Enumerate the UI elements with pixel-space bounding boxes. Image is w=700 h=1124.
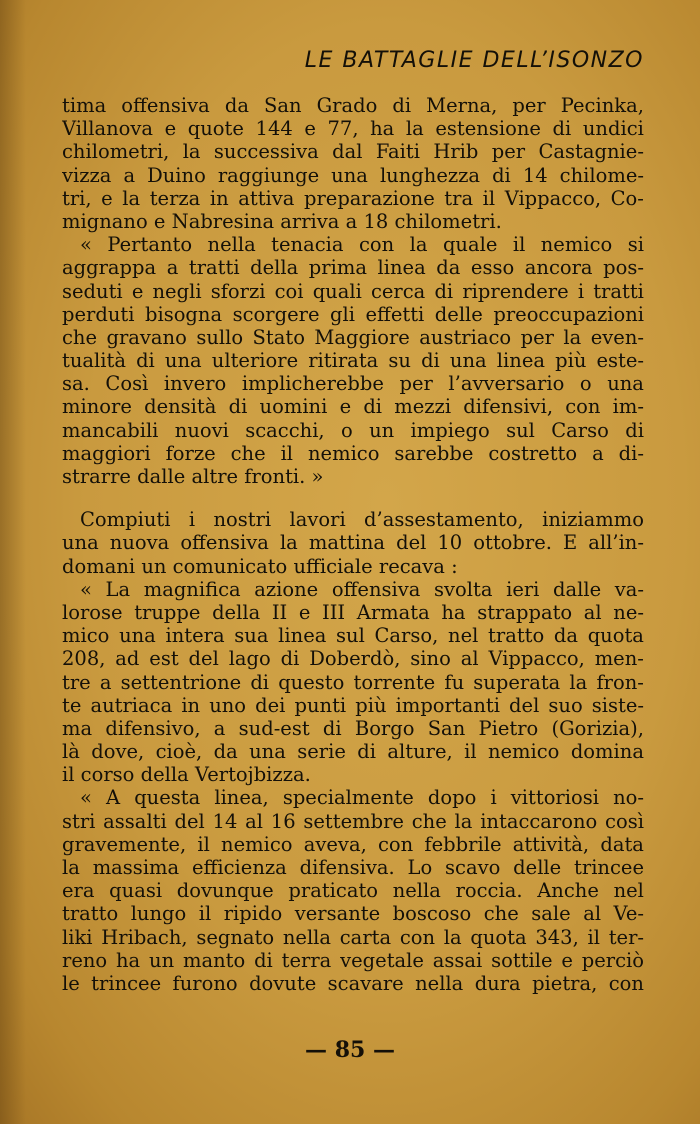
text-line: tre a settentrione di questo torrente fu superata la fron- (62, 670, 644, 694)
text-line: tri, e la terza in attiva preparazione tra il Vippacco, Co- (62, 186, 644, 210)
text-line: mico una intera sua linea sul Carso, nel tratto da quota (62, 624, 644, 648)
text-line: la massima efficienza difensiva. Lo scavo delle trincee (62, 856, 644, 879)
text-line: il corso della Vertojbizza. (62, 763, 311, 787)
text-line: una nuova offensiva la mattina del 10 ottobre. E all’in- (62, 531, 644, 555)
paragraph (62, 786, 644, 995)
text-line: tima offensiva da San Grado di Merna, per Pecinka, (62, 94, 644, 117)
paragraph (62, 233, 644, 488)
section-gap (62, 488, 644, 508)
text-line: chilometri, la successiva dal Faiti Hrib per Castagnie- (62, 140, 644, 164)
text-line: seduti e negli sforzi coi quali cerca di riprendere i tratti (62, 279, 644, 303)
text-line: minore densità di uomini e di mezzi difensivi, con im- (62, 395, 644, 419)
text-line: te autriaca in uno dei punti più importanti del suo siste- (62, 693, 644, 717)
body-text (62, 94, 644, 995)
text-line: maggiori forze che il nemico sarebbe costretto a di- (62, 441, 644, 465)
text-line: che gravano sullo Stato Maggiore austriaco per la even- (62, 325, 644, 349)
text-line: le trincee furono dovute scavare nella dura pietra, con (62, 971, 644, 995)
text-line: vizza a Duino raggiunge una lunghezza di 14 chilome- (62, 163, 644, 187)
running-head: LE BATTAGLIE DELL’ISONZO (304, 48, 644, 73)
text-line: « La magnifica azione offensiva svolta ieri dalle va- (80, 577, 644, 601)
text-line: là dove, cioè, da una serie di alture, il nemico domina (62, 740, 644, 764)
text-line: stri assalti del 14 al 16 settembre che la intaccarono così (62, 809, 644, 833)
text-line: strarre dalle altre fronti. » (62, 465, 324, 488)
text-line: aggrappa a tratti della prima linea da esso ancora pos- (62, 256, 644, 280)
text-line: Compiuti i nostri lavori d’assestamento, iniziammo (80, 508, 644, 532)
text-line: domani un comunicato ufficiale recava : (62, 554, 458, 578)
text-line: Villanova e quote 144 e 77, ha la estensione di undici (62, 117, 644, 141)
text-line: mignano e Nabresina arriva a 18 chilometri. (62, 209, 502, 233)
text-line: perduti bisogna scorgere gli effetti delle preoccupazioni (62, 302, 644, 326)
text-line: era quasi dovunque praticato nella roccia. Anche nel (62, 879, 644, 903)
text-line: lorose truppe della II e III Armata ha strappato al ne- (62, 600, 644, 624)
text-line: mancabili nuovi scacchi, o un impiego sul Carso di (62, 418, 644, 442)
page-edge-shadow (0, 0, 26, 1124)
paragraph (62, 578, 644, 787)
text-line: tratto lungo il ripido versante boscoso che sale al Ve- (62, 902, 644, 926)
text-line: sa. Così invero implicherebbe per l’avversario o una (62, 372, 644, 396)
text-line: liki Hribach, segnato nella carta con la quota 343, il ter- (62, 925, 644, 949)
text-line: tualità di una ulteriore ritirata su di una linea più este- (62, 349, 644, 373)
text-line: « A questa linea, specialmente dopo i vittoriosi no- (80, 786, 644, 810)
text-line: gravemente, il nemico aveva, con febbrile attività, data (62, 832, 644, 856)
paragraph (62, 94, 644, 233)
text-line: reno ha un manto di terra vegetale assai sottile e perciò (62, 948, 644, 972)
text-line: ma difensivo, a sud-est di Borgo San Pietro (Gorizia), (62, 716, 644, 740)
paragraph (62, 508, 644, 578)
text-line: 208, ad est del lago di Doberdò, sino al Vippacco, men- (62, 647, 644, 671)
text-line: « Pertanto nella tenacia con la quale il nemico si (80, 233, 644, 257)
page-number: — 85 — (305, 1037, 395, 1063)
